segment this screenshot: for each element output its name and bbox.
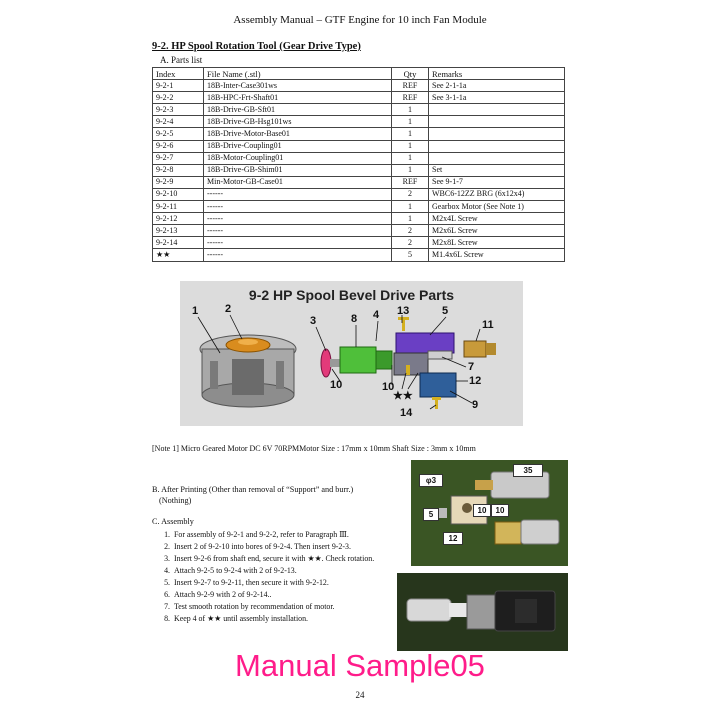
index-cell: 9-2-13	[153, 225, 204, 237]
callout-star-star: ★★	[393, 390, 413, 402]
motor-coupling-photo	[411, 460, 568, 566]
index-cell: 9-2-12	[153, 213, 204, 225]
dim-label: 10	[491, 504, 509, 517]
remarks-cell: See 2-1-1a	[429, 80, 565, 92]
section-title: 9-2. HP Spool Rotation Tool (Gear Drive Type)	[152, 41, 361, 52]
assembly-step: 3. Insert 9-2-6 from shaft end, secure it with ★★. Check rotation.	[172, 553, 412, 565]
qty-cell: 1	[392, 152, 429, 164]
table-row	[153, 249, 565, 261]
callout-14: 14	[400, 407, 413, 419]
callout-8: 8	[351, 313, 358, 325]
assembled-drive-photo	[397, 573, 568, 651]
column-header: Index	[153, 68, 204, 80]
table-row	[153, 164, 565, 176]
index-cell: 9-2-14	[153, 237, 204, 249]
bevel-gear-part	[321, 349, 340, 377]
table-header-row	[153, 68, 565, 80]
dim-label: 5	[423, 508, 439, 521]
table-row	[153, 104, 565, 116]
file-name-cell: 18B-Drive-Motor-Base01	[204, 128, 392, 140]
callout-4: 4	[373, 309, 380, 321]
remarks-cell: M2x8L Screw	[429, 237, 565, 249]
qty-cell: REF	[392, 92, 429, 104]
qty-cell: REF	[392, 80, 429, 92]
qty-cell: 2	[392, 237, 429, 249]
remarks-cell: Gearbox Motor (See Note 1)	[429, 201, 565, 213]
after-printing-title: B. After Printing (Other than removal of “Support” and burr.)	[152, 485, 354, 494]
index-cell: 9-2-1	[153, 80, 204, 92]
table-row	[153, 225, 565, 237]
callout-3: 3	[310, 315, 317, 327]
column-header: Qty	[392, 68, 429, 80]
table-row	[153, 116, 565, 128]
bevel-drive-diagram	[180, 281, 523, 426]
qty-cell: 1	[392, 164, 429, 176]
callout-7: 7	[468, 361, 475, 373]
file-name-cell: ------	[204, 237, 392, 249]
qty-cell: 5	[392, 249, 429, 261]
assembly-step: 5. Insert 9-2-7 to 9-2-11, then secure it with 9-2-12.	[172, 577, 412, 589]
qty-cell: 1	[392, 116, 429, 128]
remarks-cell	[429, 104, 565, 116]
callout-13: 13	[397, 305, 410, 317]
photo-drawing	[397, 573, 568, 651]
motor-gb-case-part	[420, 373, 456, 397]
remarks-cell	[429, 140, 565, 152]
callout-1: 1	[192, 305, 199, 317]
gearbox-housing-part	[340, 347, 392, 373]
page-number: 24	[355, 690, 365, 700]
qty-cell: 2	[392, 188, 429, 200]
index-cell: 9-2-8	[153, 164, 204, 176]
file-name-cell: ------	[204, 249, 392, 261]
file-name-cell: 18B-HPC-Frt-Shaft01	[204, 92, 392, 104]
file-name-cell: 18B-Motor-Coupling01	[204, 152, 392, 164]
column-header: Remarks	[429, 68, 565, 80]
remarks-cell: See 9-1-7	[429, 176, 565, 188]
index-cell: 9-2-7	[153, 152, 204, 164]
dim-label: 12	[443, 532, 463, 545]
remarks-cell: M2x6L Screw	[429, 225, 565, 237]
remarks-cell: WBC6-12ZZ BRG (6x12x4)	[429, 188, 565, 200]
index-cell: 9-2-10	[153, 188, 204, 200]
table-row	[153, 237, 565, 249]
after-printing-section	[152, 484, 353, 506]
table-row	[153, 140, 565, 152]
table-row	[153, 176, 565, 188]
assembly-step: 2. Insert 2 of 9-2-10 into bores of 9-2-4. Then insert 9-2-3.	[172, 541, 412, 553]
page-header: Assembly Manual – GTF Engine for 10 inch Fan Module	[233, 14, 487, 26]
assembly-steps	[158, 529, 412, 625]
index-cell: 9-2-2	[153, 92, 204, 104]
callout-11: 11	[482, 319, 494, 331]
file-name-cell: Min-Motor-GB-Case01	[204, 176, 392, 188]
after-printing-note: (Nothing)	[159, 496, 192, 505]
parts-list-title: A. Parts list	[160, 55, 203, 65]
diagram-title: 9-2 HP Spool Bevel Drive Parts	[248, 287, 455, 303]
file-name-cell: 18B-Inter-Case301ws	[204, 80, 392, 92]
file-name-cell: 18B-Drive-GB-Sft01	[204, 104, 392, 116]
remarks-cell: Set	[429, 164, 565, 176]
assembly-step: 6. Attach 9-2-9 with 2 of 9-2-14..	[172, 589, 412, 601]
dim-label: 35	[513, 464, 543, 477]
qty-cell: 1	[392, 140, 429, 152]
table-body	[153, 80, 565, 261]
file-name-cell: 18B-Drive-GB-Hsg101ws	[204, 116, 392, 128]
file-name-cell: 18B-Drive-GB-Shim01	[204, 164, 392, 176]
table-row	[153, 152, 565, 164]
watermark: Manual Sample05	[235, 648, 485, 683]
callout-12: 12	[469, 375, 482, 387]
assembly-step: 7. Test smooth rotation by recommendation of motor.	[172, 601, 412, 613]
file-name-cell: ------	[204, 201, 392, 213]
callout-5: 5	[442, 305, 449, 317]
index-cell: 9-2-4	[153, 116, 204, 128]
table-row	[153, 213, 565, 225]
index-cell: 9-2-6	[153, 140, 204, 152]
index-cell: 9-2-11	[153, 201, 204, 213]
remarks-cell	[429, 128, 565, 140]
callout-10-left: 10	[330, 379, 343, 391]
remarks-cell: See 3-1-1a	[429, 92, 565, 104]
parts-table	[152, 67, 565, 262]
table-row	[153, 188, 565, 200]
gearbox-motor-part	[464, 341, 496, 357]
remarks-cell: M2x4L Screw	[429, 213, 565, 225]
index-cell: 9-2-3	[153, 104, 204, 116]
file-name-cell: ------	[204, 225, 392, 237]
assembly-step: 8. Keep 4 of ★★ until assembly installation.	[172, 613, 412, 625]
note-1: [Note 1] Micro Geared Motor DC 6V 70RPMMotor Size : 17mm x 10mm Shaft Size : 3mm x 10mm	[152, 444, 476, 453]
dim-label: φ3	[419, 474, 443, 487]
table-row	[153, 201, 565, 213]
callout-9: 9	[472, 399, 479, 411]
remarks-cell	[429, 152, 565, 164]
qty-cell: 2	[392, 225, 429, 237]
hpc-shaft-gear	[226, 338, 270, 352]
qty-cell: 1	[392, 104, 429, 116]
table-row	[153, 92, 565, 104]
index-cell: 9-2-5	[153, 128, 204, 140]
column-header: File Name (.stl)	[204, 68, 392, 80]
qty-cell: 1	[392, 201, 429, 213]
index-cell: ★★	[153, 249, 204, 261]
file-name-cell: ------	[204, 213, 392, 225]
remarks-cell	[429, 116, 565, 128]
coupling-part	[428, 351, 452, 359]
table-row	[153, 128, 565, 140]
assembly-title: C. Assembly	[152, 517, 194, 526]
qty-cell: 1	[392, 213, 429, 225]
assembly-step: 4. Attach 9-2-5 to 9-2-4 with 2 of 9-2-13.	[172, 565, 412, 577]
table-row	[153, 80, 565, 92]
file-name-cell: 18B-Drive-Coupling01	[204, 140, 392, 152]
dim-label: 10	[473, 504, 491, 517]
qty-cell: REF	[392, 176, 429, 188]
callout-10-right: 10	[382, 381, 395, 393]
qty-cell: 1	[392, 128, 429, 140]
assembly-step: 1. For assembly of 9-2-1 and 9-2-2, refer to Paragraph Ⅲ.	[172, 529, 412, 541]
file-name-cell: ------	[204, 188, 392, 200]
index-cell: 9-2-9	[153, 176, 204, 188]
remarks-cell: M1.4x6L Screw	[429, 249, 565, 261]
callout-2: 2	[225, 303, 232, 315]
